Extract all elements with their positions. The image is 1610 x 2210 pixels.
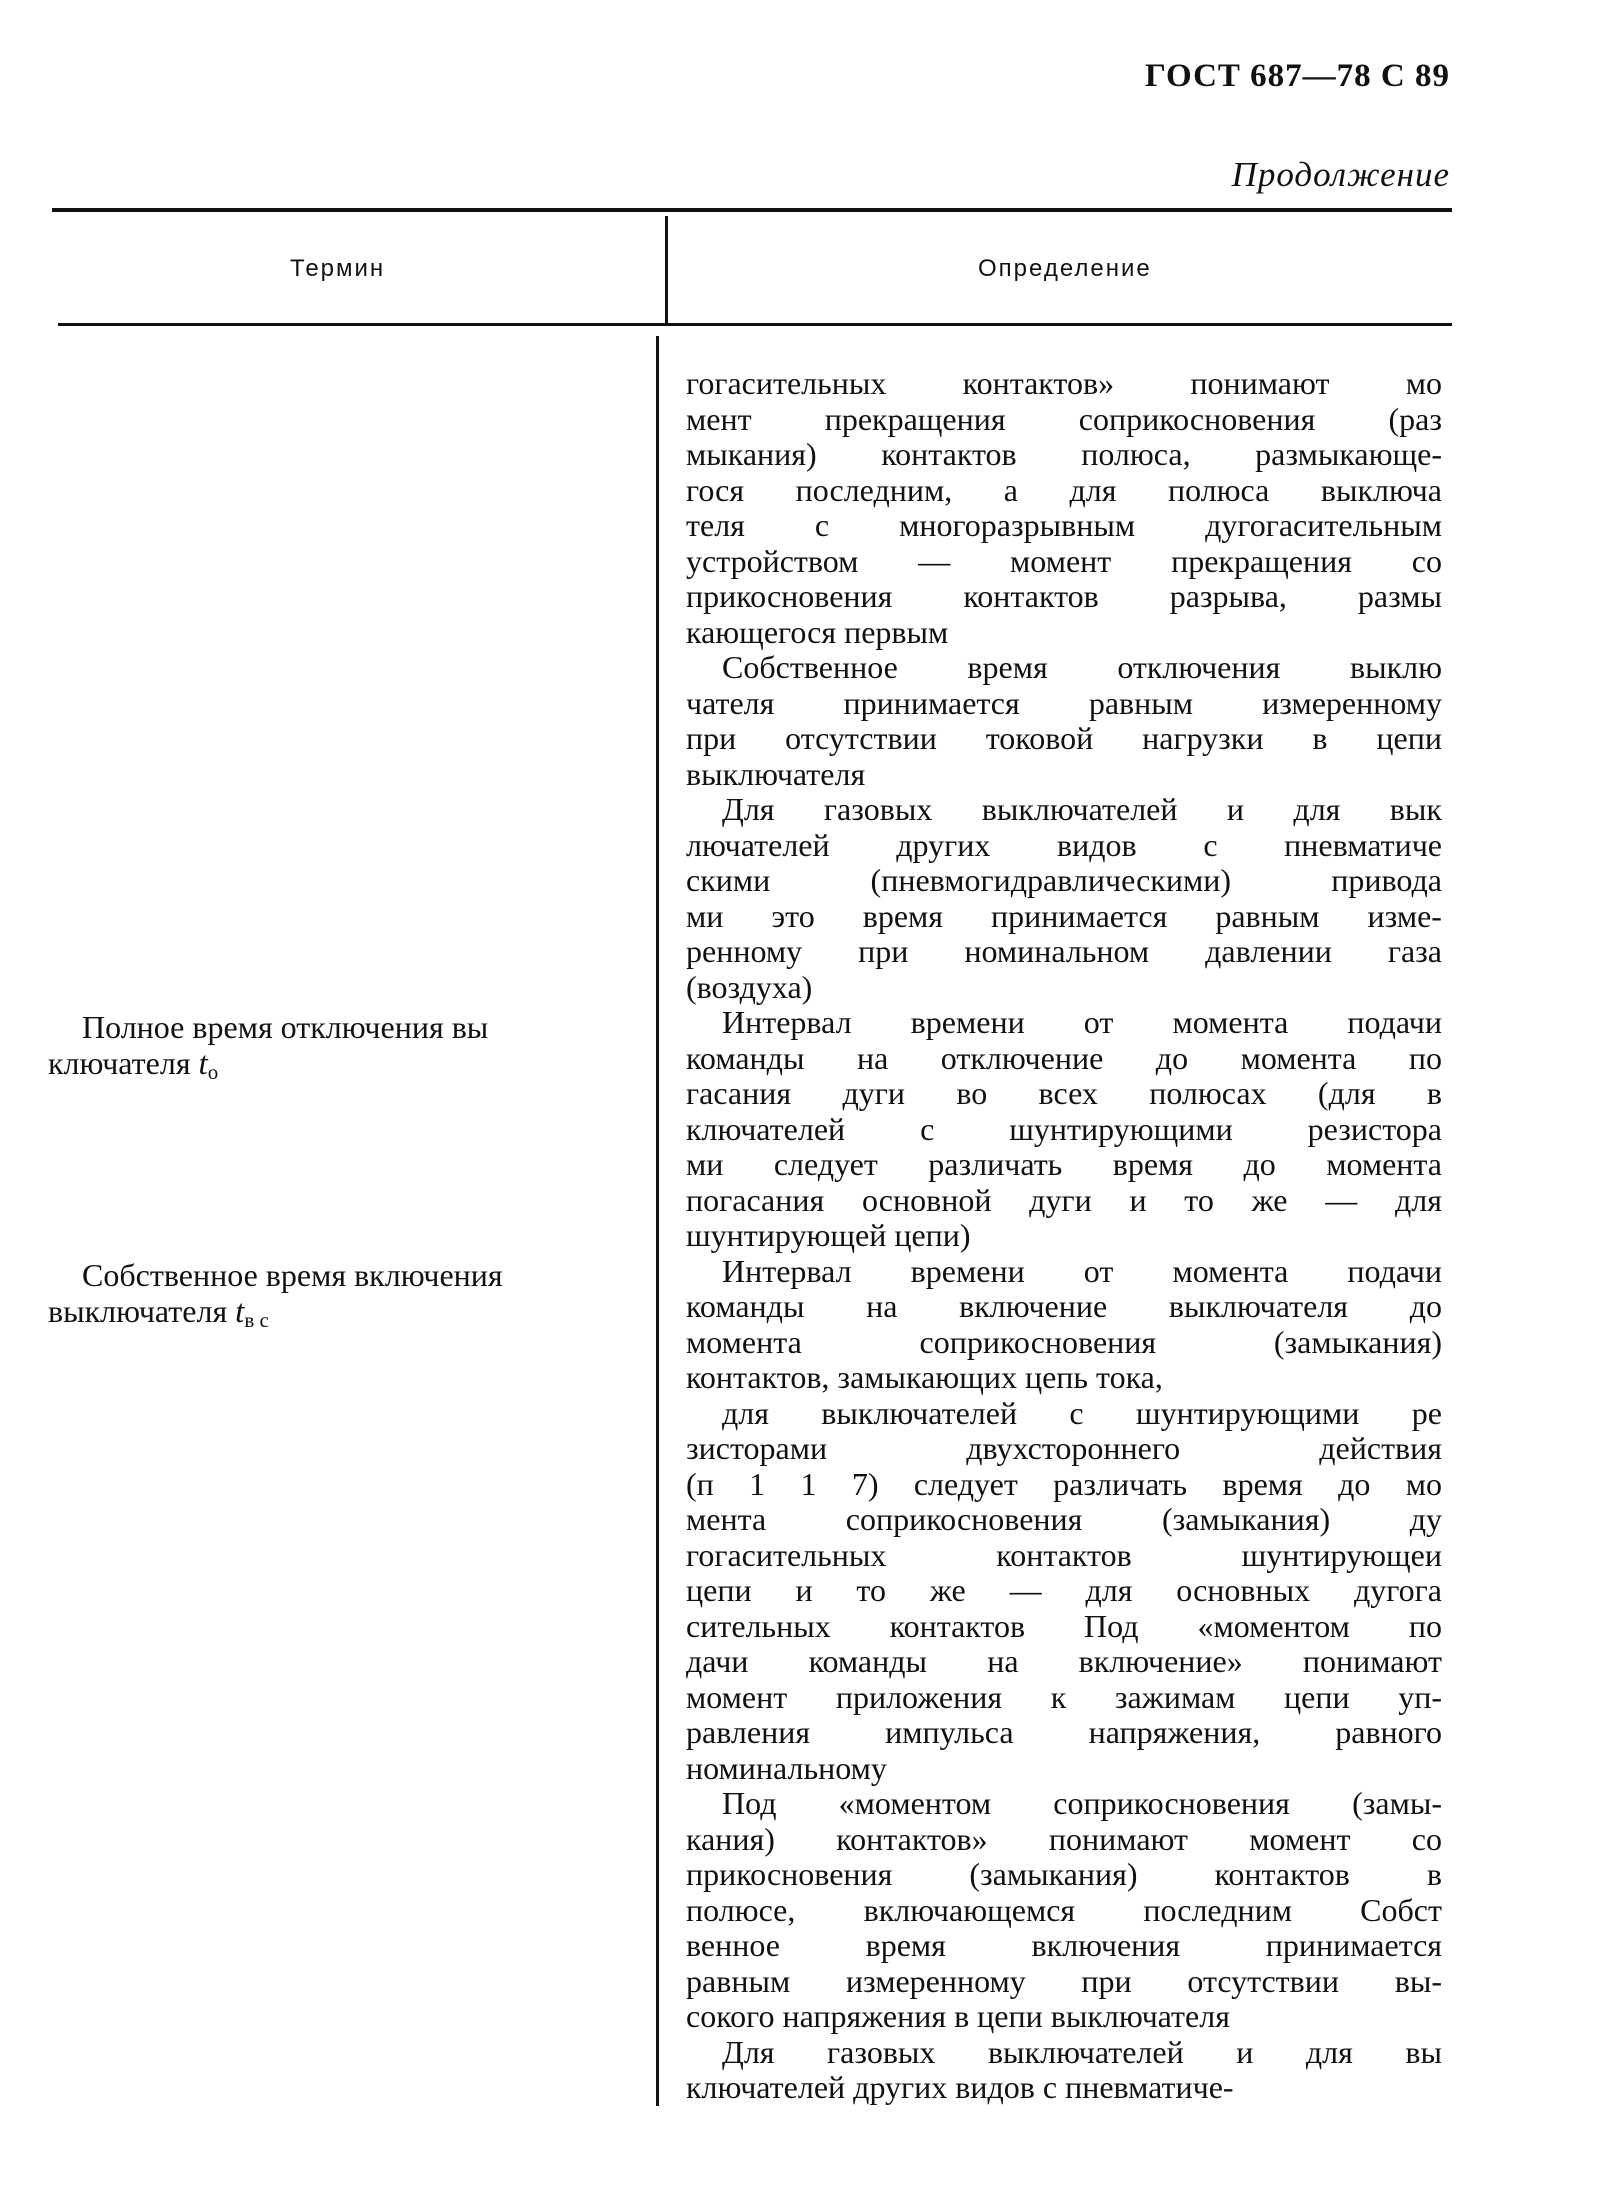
definition-paragraph [686,792,1442,1005]
definition-line: скими (пневмогидравлическими) привода [686,863,1442,898]
definition-line: мент прекращения соприкосновения (раз [686,401,1442,437]
definition-line: момент приложения к зажимам цепи уп- [686,1679,1442,1715]
definition-line: гогасительных контактов шунтирующеи [686,1537,1442,1573]
symbol-letter: t [198,1045,208,1082]
definition-line: момента соприкосновения (замыкания) [686,1324,1442,1360]
symbol-subscript: в с [244,1307,269,1332]
definition-line: при отсутствии токовой нагрузки в цепи [686,721,1442,756]
definition-line: ми это время принимается равным изме- [686,898,1442,934]
definition-line: команды на включение выключателя до [686,1289,1442,1324]
definition-paragraph [686,650,1442,792]
definition-line: лючателей других видов с пневматиче [686,827,1442,863]
definition-line: команды на отключение до момента по [686,1040,1442,1076]
definition-line: Для газовых выключателей и для вык [722,792,1442,827]
term-line: Полное время отключения вы [82,1009,489,1045]
definition-line: сокого напряжения в цепи выключателя [686,1999,1230,2034]
definition-line: теля с многоразрывным дугогасительным [686,508,1442,543]
definition-line: равления импульса напряжения, равного [686,1715,1442,1750]
definition-column [686,366,1442,2106]
definition-line: венное время включения принимается [686,1928,1442,1963]
definition-line: дачи команды на включение» понимают [686,1644,1442,1679]
definition-line: сительных контактов Под «моментом по [686,1608,1442,1644]
term-line [48,1046,638,1091]
definition-line: Для газовых выключателей и для вы [722,2034,1442,2070]
definition-line: ренному при номинальном давлении газа [686,934,1442,969]
term-line [48,1294,638,1339]
definition-line: номинальному [686,1750,887,1786]
definition-line: Под «моментом соприкосновения (замы- [722,1786,1442,1821]
definition-line: гося последним, а для полюса выключа [686,472,1442,508]
term-line-text: выключателя [48,1292,228,1329]
table-top-rule [52,208,1452,212]
definition-line: чателя принимается равным измеренному [686,685,1442,721]
definition-line: равным измеренному при отсутствии вы- [686,1963,1442,1999]
definition-paragraph [686,1396,1442,1787]
header-column-divider [665,216,668,323]
definition-line: гасания дуги во всех полюсах (для в [686,1076,1442,1111]
column-header-definition: Определение [978,255,1152,282]
definition-line: шунтирующей цепи) [686,1218,971,1253]
column-header-term: Термин [290,255,386,282]
table-header-rule [58,323,1452,326]
definition-paragraph [686,1786,1442,2035]
definition-line: Собственное время отключения выклю [722,650,1442,685]
definition-line: Интервал времени от момента подачи [722,1005,1442,1040]
definition-line: зисторами двухстороннего действия [686,1431,1442,1466]
definition-line: выключателя [686,756,866,792]
definition-line: (п 1 1 7) следует различать время до мо [686,1466,1442,1502]
symbol-letter: t [235,1293,245,1330]
term-symbol [235,1294,269,1330]
definition-line: ми следует различать время до момента [686,1147,1442,1182]
definition-line: ключателей других видов с пневматиче- [686,2070,1234,2105]
definition-paragraph [686,366,1442,650]
definition-line: прикосновения (замыкания) контактов в [686,1857,1442,1892]
definition-line: кания) контактов» понимают момент со [686,1821,1442,1857]
definition-line: гогасительных контактов» понимают мо [686,366,1442,401]
definition-line: устройством — момент прекращения со [686,543,1442,579]
term-line-text: ключателя [48,1044,191,1081]
definition-line: ключателей с шунтирующими резистора [686,1111,1442,1147]
definition-line: мента соприкосновения (замыкания) ду [686,1502,1442,1537]
definition-line: для выключателей с шунтирующими ре [722,1395,1442,1431]
definition-paragraph [686,1005,1442,1254]
body-column-divider [656,336,659,2106]
definition-line: мыкания) контактов полюса, размыкающе- [686,437,1442,472]
definition-line: полюсе, включающемся последним Собст [686,1892,1442,1928]
definition-line: кающегося первым [686,614,949,650]
definition-line: цепи и то же — для основных дугога [686,1573,1442,1608]
definition-line: прикосновения контактов разрыва, размы [686,579,1442,614]
continuation-label: Продолжение [1231,155,1450,194]
definition-paragraph [686,1254,1442,1396]
term-full-opening-time [48,1010,638,1090]
term-symbol [199,1046,219,1082]
definition-line: контактов, замыкающих цепь тока, [686,1360,1163,1395]
page-header: ГОСТ 687—78 С 89 [1144,58,1450,94]
definition-line: погасания основной дуги и то же — для [686,1182,1442,1218]
definition-line: Интервал времени от момента подачи [722,1253,1442,1289]
term-closing-time [48,1258,638,1338]
term-line: Собственное время включения [82,1257,503,1293]
symbol-subscript: о [207,1059,219,1084]
definition-line: (воздуха) [686,969,813,1005]
definition-paragraph [686,2035,1442,2106]
